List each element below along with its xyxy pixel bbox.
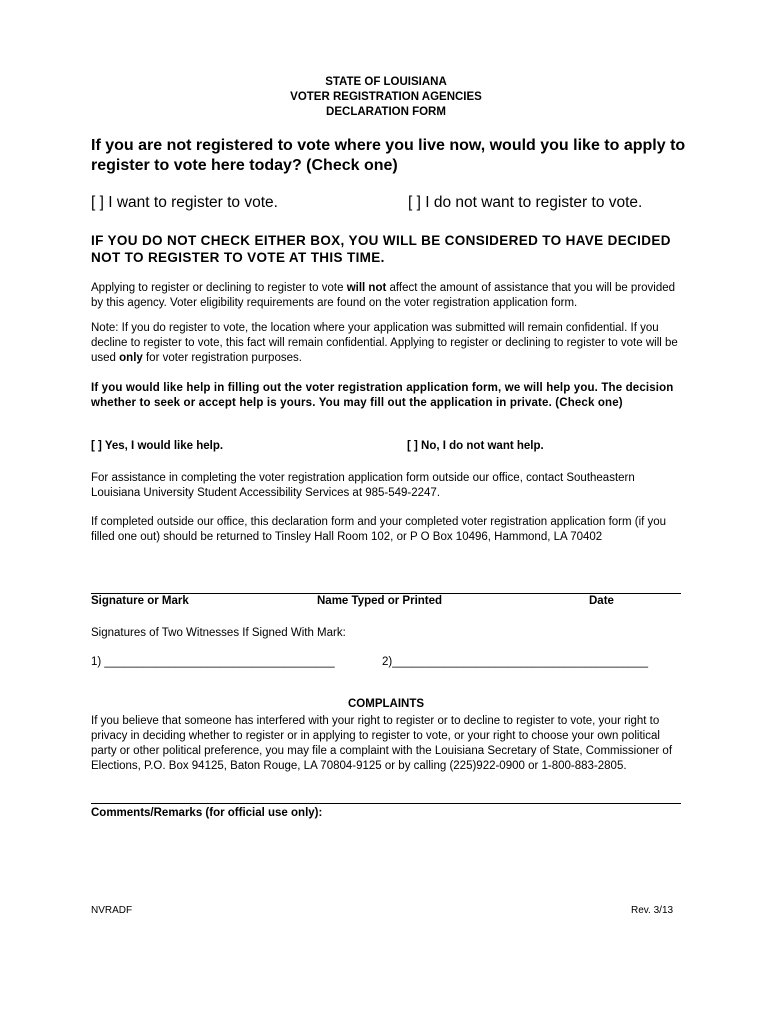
confidentiality-note: [91, 321, 683, 366]
complaints-heading: COMPLAINTS: [347, 698, 425, 710]
signature-line: [91, 593, 681, 594]
signature-label: Signature or Mark: [91, 595, 189, 607]
checkbox-yes-help[interactable]: [ ] Yes, I would like help.: [91, 440, 224, 452]
checkbox-not-register[interactable]: [ ] I do not want to register to vote.: [408, 194, 643, 211]
complaints-text: If you believe that someone has interfered with your right to register or to decline to register to vote, your right to privacy in deciding whether to register or in applying to register to vote, or your right to choose your own political party or other political preference, you may file a complaint with the Louisiana Secretary of State, Commissioner of Elections, P.O. Box 94125, Baton Rouge, LA 70804-9125 or by calling (225)922-0900 or 1-800-883-2805.: [91, 715, 673, 772]
registration-question: If you are not registered to vote where you live now, would you like to apply to register to vote here today? (Check one): [91, 137, 686, 174]
checkbox-no-help[interactable]: [ ] No, I do not want help.: [407, 440, 544, 452]
return-paragraph: If completed outside our office, this declaration form and your completed voter registration application form (if you filled one out) should be returned to Tinsley Hall Room 102, or P O Box 10496, Hammond, LA 70402: [91, 516, 667, 543]
assistance-paragraph: [91, 281, 683, 311]
contact-paragraph: For assistance in completing the voter registration application form outside our office, contact Southeastern Louisiana University Student Accessibility Services at 985-549-2247.: [91, 472, 635, 499]
header-form-title: DECLARATION FORM: [326, 106, 446, 118]
assistance-text-bold: will not: [346, 282, 387, 294]
witness-signature-2[interactable]: 2)________________________________________: [382, 656, 649, 668]
witness-signature-1[interactable]: 1) ____________________________________: [91, 656, 335, 668]
note-text-2: for voter registration purposes.: [142, 352, 302, 364]
name-printed-label: Name Typed or Printed: [317, 595, 443, 607]
form-code: NVRADF: [91, 905, 133, 916]
revision-date: Rev. 3/13: [631, 905, 674, 916]
witness-label: Signatures of Two Witnesses If Signed With Mark:: [91, 627, 346, 639]
note-text-bold: only: [119, 352, 143, 364]
assistance-text-2: affect the amount of assistance that you will be provided by this agency. Voter eligibility requirements are found on the voter registration application form.: [91, 282, 676, 309]
help-paragraph: If you would like help in filling out the voter registration application form, we will help you. The decision whether to seek or accept help is yours. You may fill out the application in private. (Check one): [91, 382, 674, 409]
comments-line: [91, 803, 681, 804]
form-header: [91, 75, 681, 120]
checkbox-want-register[interactable]: [ ] I want to register to vote.: [91, 194, 278, 211]
no-check-warning: IF YOU DO NOT CHECK EITHER BOX, YOU WILL BE CONSIDERED TO HAVE DECIDED NOT TO REGISTER TO VOTE AT THIS TIME.: [91, 233, 671, 265]
header-state: STATE OF LOUISIANA: [325, 76, 447, 88]
assistance-text-1: Applying to register or declining to register to vote: [91, 282, 347, 294]
comments-label: Comments/Remarks (for official use only):: [91, 807, 323, 819]
date-label: Date: [589, 595, 614, 607]
header-agencies: VOTER REGISTRATION AGENCIES: [290, 91, 482, 103]
note-text-1: Note: If you do register to vote, the location where your application was submitted will remain confidential. If you decline to register to vote, this fact will remain confidential. Applying to register or declining to register to vote will be used: [91, 322, 678, 364]
